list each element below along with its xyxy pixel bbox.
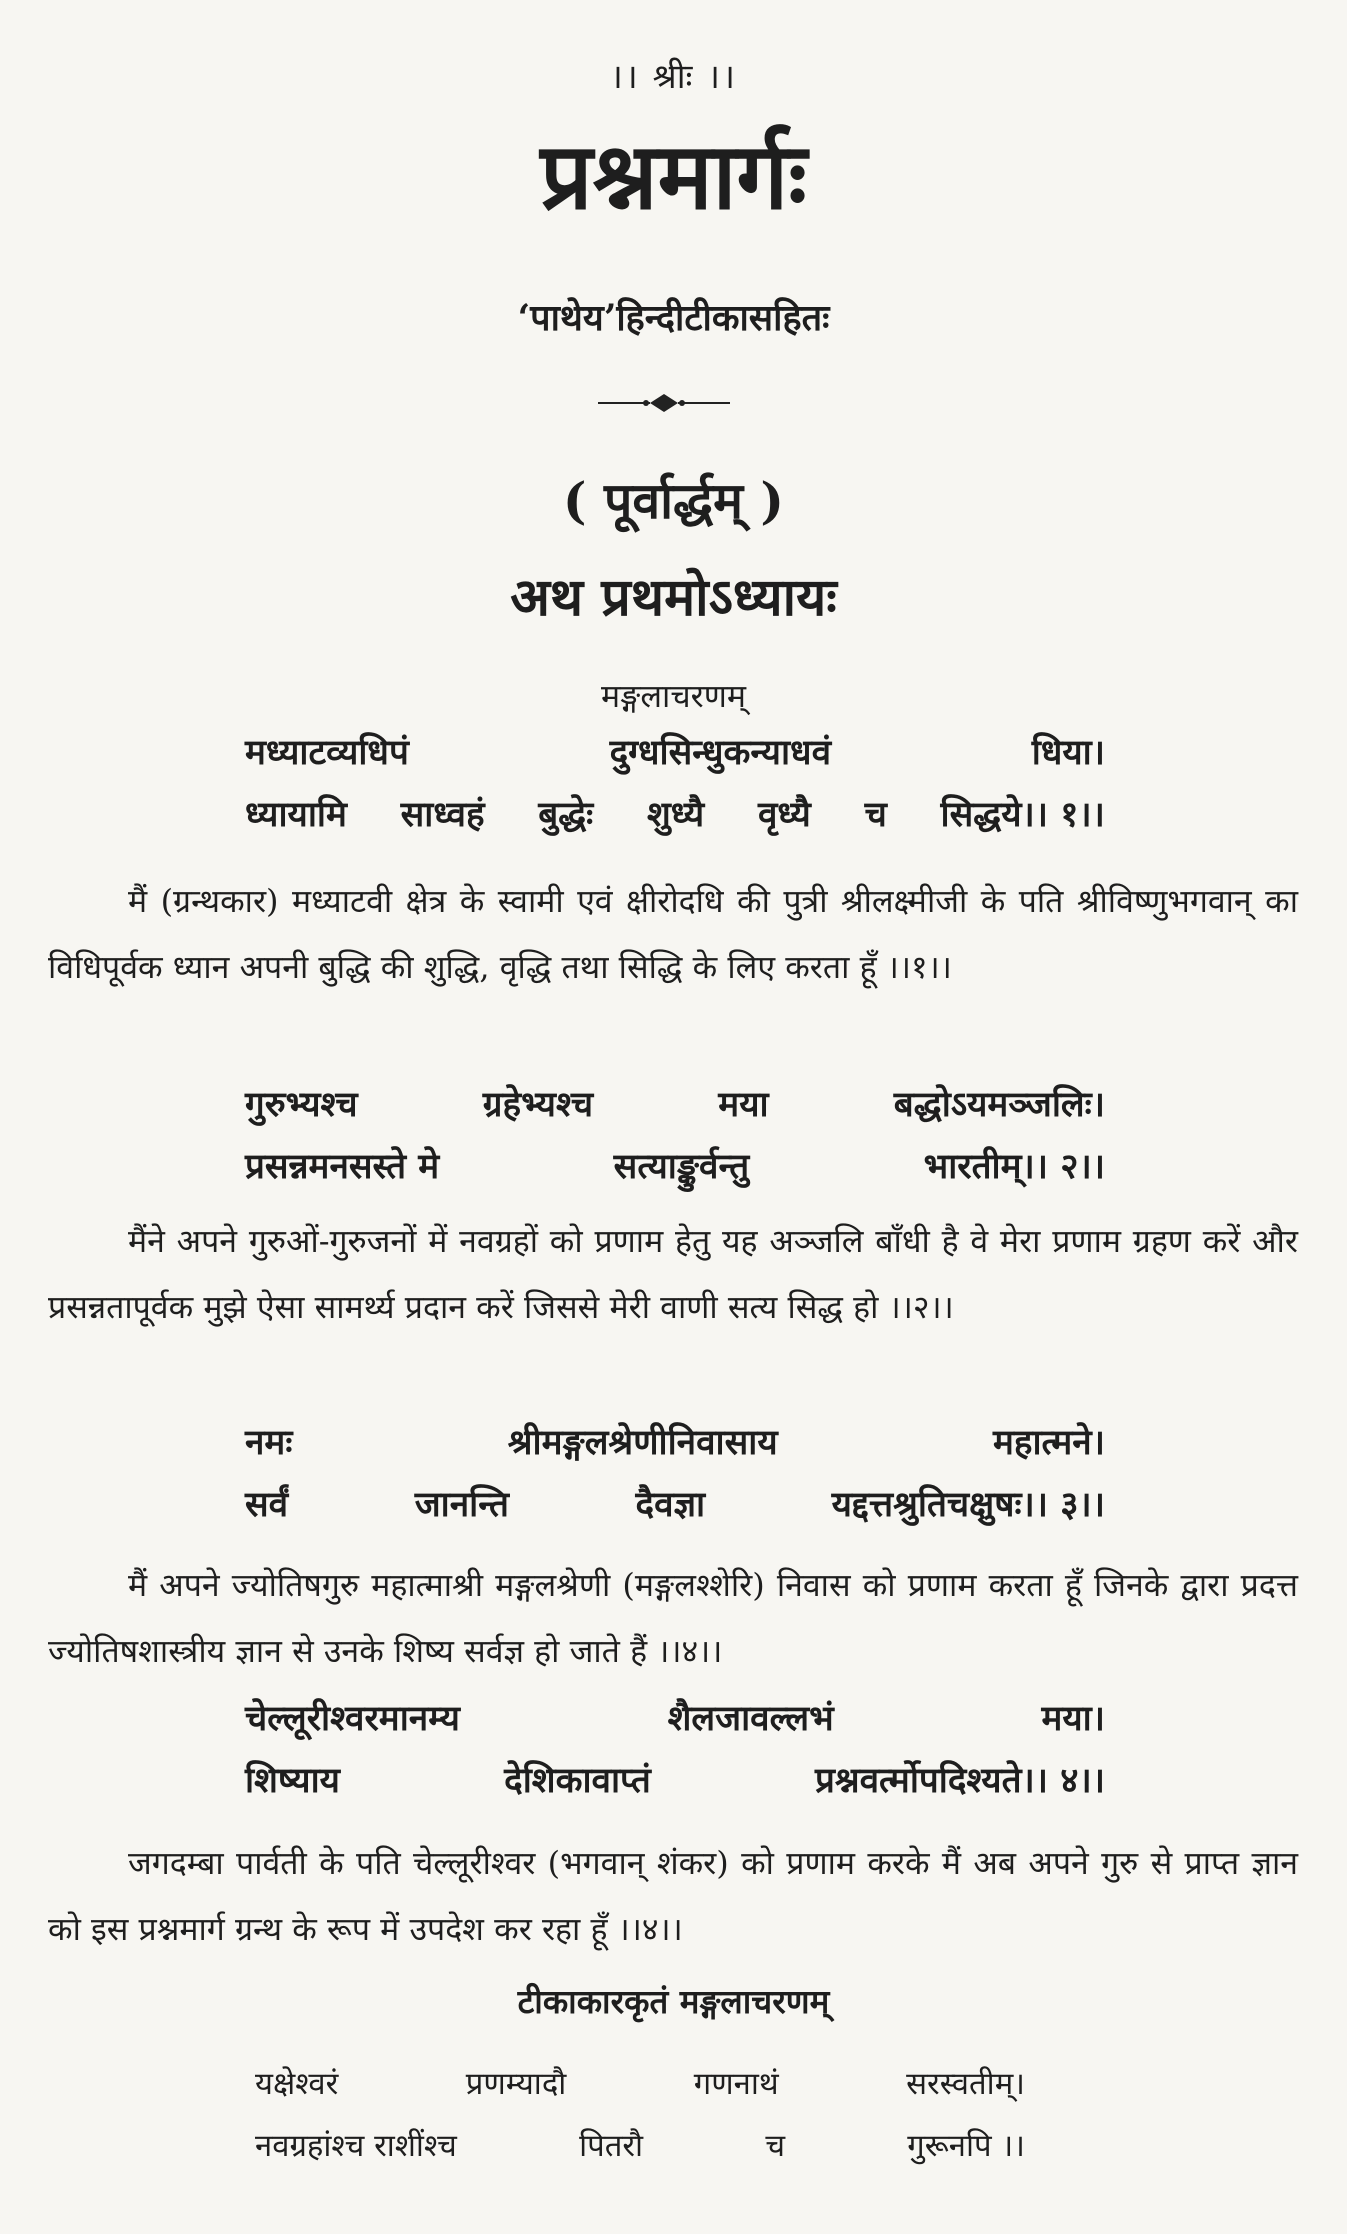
verse-word: दुग्धसिन्धुकन्याधवं [609, 731, 832, 773]
commentary-paragraph-3: मैं अपने ज्योतिषगुरु महात्माश्री मङ्गलश्रेणी (मङ्गलश्शेरि) निवास को प्रणाम करता हूँ जिनके द्वारा प्रदत्त ज्योतिषशास्त्रीय ज्ञान से उनके शिष्य सर्वज्ञ हो जाते हैं ।।४।। [48, 1566, 1298, 1670]
verse-3 [245, 1410, 1105, 1534]
verse-line [255, 2114, 1025, 2176]
verse-line [245, 1134, 1105, 1196]
book-title: प्रश्नमार्गः [540, 123, 807, 230]
verse-word: पितरौ [579, 2128, 644, 2164]
tika-verse [255, 2052, 1025, 2176]
verse-word: सर्वं [245, 1483, 289, 1525]
verse-word: भारतीम्।। २।। [923, 1145, 1105, 1187]
verse-word: प्रणम्यादौ [465, 2066, 567, 2102]
verse-word: जानन्ति [414, 1483, 509, 1525]
verse-line [245, 1410, 1105, 1472]
verse-word: साध्वहं [400, 793, 485, 835]
verse-word: वृध्यै [757, 793, 811, 835]
verse-word: मध्याटव्यधिपं [245, 731, 409, 773]
verse-2 [245, 1072, 1105, 1196]
verse-word: चेल्लूरीश्वरमानम्य [245, 1697, 460, 1739]
verse-word: शैलजावल्लभं [667, 1697, 834, 1739]
verse-word: बुद्धेः [538, 793, 594, 835]
verse-word: च [765, 2128, 786, 2164]
verse-line [245, 1072, 1105, 1134]
auspicious-invocation: ।। श्रीः ।। [610, 57, 737, 97]
verse-word: सरस्वतीम्। [906, 2066, 1025, 2102]
section-heading-tika-mangalacharanam: टीकाकारकृतं मङ्गलाचरणम् [517, 1982, 830, 2021]
verse-word: गणनाथं [693, 2066, 779, 2102]
verse-word: दैवज्ञा [635, 1483, 706, 1525]
verse-word: सत्याङ्कुर्वन्तु [613, 1145, 750, 1187]
verse-word: शुध्यै [646, 793, 705, 835]
verse-word: महात्मने। [992, 1421, 1105, 1463]
verse-line [245, 1686, 1105, 1748]
verse-4 [245, 1686, 1105, 1810]
verse-line [255, 2052, 1025, 2114]
verse-word: गुरूनपि ।। [907, 2128, 1025, 2164]
verse-word: मया [718, 1083, 769, 1125]
commentary-paragraph-4: जगदम्बा पार्वती के पति चेल्लूरीश्वर (भगवान् शंकर) को प्रणाम करके मैं अब अपने गुरु से प्राप्त ज्ञान को इस प्रश्नमार्ग ग्रन्थ के रूप में उपदेश कर रहा हूँ ।।४।। [48, 1844, 1298, 1948]
verse-word: बद्धोऽयमञ्जलिः। [893, 1083, 1105, 1125]
verse-word: प्रश्नवर्त्मोपदिश्यते।। ४।। [814, 1759, 1105, 1801]
verse-word: देशिकावाप्तं [504, 1759, 651, 1801]
verse-word: गुरुभ्यश्च [245, 1083, 358, 1125]
verse-word: शिष्याय [245, 1759, 340, 1801]
chapter-heading: अथ प्रथमोऽध्यायः [510, 568, 837, 628]
verse-word: नमः [245, 1421, 293, 1463]
verse-line [245, 720, 1105, 782]
verse-line [245, 1748, 1105, 1810]
section-heading-mangalacharanam: मङ्गलाचरणम् [600, 677, 747, 715]
commentary-paragraph-1: मैं (ग्रन्थकार) मध्याटवी क्षेत्र के स्वामी एवं क्षीरोदधि की पुत्री श्रीलक्ष्मीजी के पति श्रीविष्णुभगवान् का विधिपूर्वक ध्यान अपनी बुद्धि की शुद्धि, वृद्धि तथा सिद्धि के लिए करता हूँ ।।१।। [48, 882, 1298, 986]
book-subtitle: ‘पाथेय’हिन्दीटीकासहितः [517, 297, 830, 339]
verse-word: मया। [1041, 1697, 1105, 1739]
ornament-divider-icon [598, 388, 730, 418]
commentary-paragraph-2: मैंने अपने गुरुओं-गुरुजनों में नवग्रहों को प्रणाम हेतु यह अञ्जलि बाँधी है वे मेरा प्रणाम ग्रहण करें और प्रसन्नतापूर्वक मुझे ऐसा सामर्थ्य प्रदान करें जिससे मेरी वाणी सत्य सिद्ध हो ।।२।। [48, 1222, 1298, 1326]
verse-word: च [864, 793, 887, 835]
part-heading: ( पूर्वार्द्धम् ) [562, 471, 785, 530]
verse-line [245, 1472, 1105, 1534]
verse-word: नवग्रहांश्च राशींश्च [255, 2128, 457, 2164]
verse-word: यद्दत्तश्रुतिचक्षुषः।। ३।। [831, 1483, 1105, 1525]
verse-word: प्रसन्नमनसस्ते मे [245, 1145, 440, 1187]
verse-word: ध्यायामि [245, 793, 347, 835]
verse-word: ग्रहेभ्यश्च [482, 1083, 594, 1125]
verse-line [245, 782, 1105, 844]
verse-word: श्रीमङ्गलश्रेणीनिवासाय [507, 1421, 778, 1463]
verse-1 [245, 720, 1105, 844]
verse-word: यक्षेश्वरं [255, 2066, 339, 2102]
verse-word: सिद्धये।। १।। [940, 793, 1105, 835]
verse-word: धिया। [1031, 731, 1105, 773]
